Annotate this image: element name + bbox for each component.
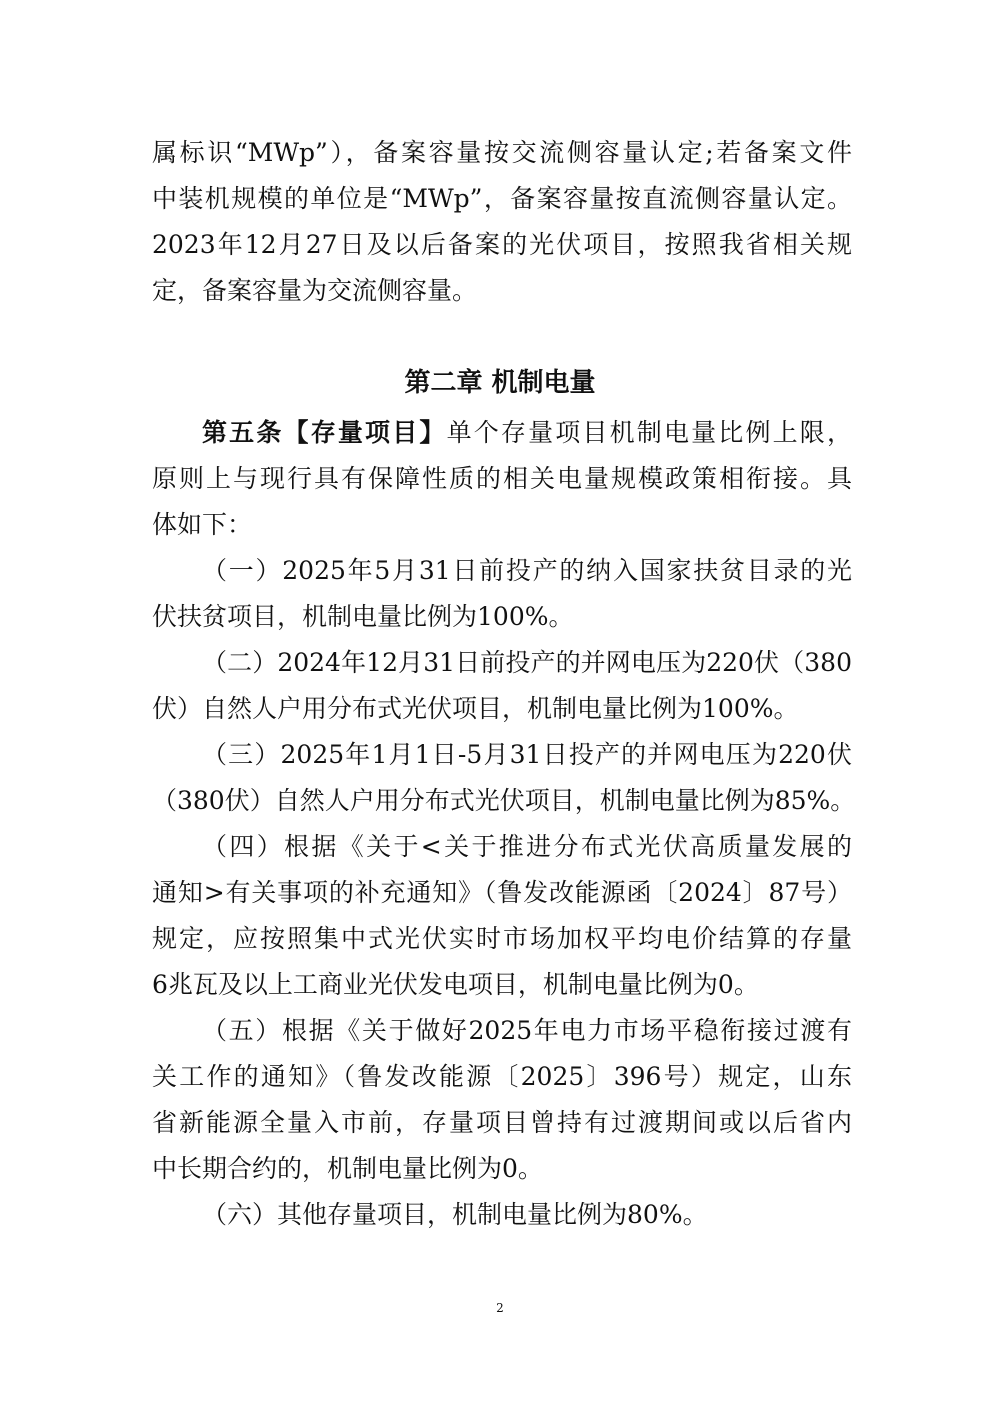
text-line: 关工作的通知》（鲁发改能源〔2025〕396号）规定，山东 (152, 1062, 852, 1091)
item-4 (152, 824, 852, 1008)
text-line: （380伏）自然人户用分布式光伏项目，机制电量比例为85%。 (152, 786, 856, 815)
text-line: 伏）自然人户用分布式光伏项目，机制电量比例为100%。 (152, 694, 799, 723)
intro-paragraph (152, 130, 852, 314)
article-label: 第五条【存量项目】 (202, 418, 447, 447)
text-line: 中装机规模的单位是“MWp”，备案容量按直流侧容量认定。 (152, 184, 852, 213)
text-line: 定，备案容量为交流侧容量。 (152, 276, 478, 305)
item-5 (152, 1008, 852, 1192)
text-line: 体如下： (152, 510, 253, 539)
item-2 (152, 640, 852, 732)
text-line: 6兆瓦及以上工商业光伏发电项目，机制电量比例为0。 (152, 970, 759, 999)
item-6 (152, 1192, 852, 1238)
text-line: 伏扶贫项目，机制电量比例为100%。 (152, 602, 574, 631)
article-5 (152, 410, 852, 548)
text-line: （六）其他存量项目，机制电量比例为80%。 (202, 1200, 708, 1229)
text-line: 通知>有关事项的补充通知》（鲁发改能源函〔2024〕87号） (152, 878, 852, 907)
text-line: （一）2025年5月31日前投产的纳入国家扶贫目录的光 (202, 556, 852, 585)
article-text: 单个存量项目机制电量比例上限， (446, 418, 852, 447)
text-line: （四）根据《关于<关于推进分布式光伏高质量发展的 (202, 832, 852, 861)
text-line: 2023年12月27日及以后备案的光伏项目，按照我省相关规 (152, 230, 852, 259)
text-line: （二）2024年12月31日前投产的并网电压为220伏（380 (202, 648, 852, 677)
item-1 (152, 548, 852, 640)
text-line: （三）2025年1月1日-5月31日投产的并网电压为220伏 (202, 740, 852, 769)
text-line: 属标识“MWp”），备案容量按交流侧容量认定;若备案文件 (152, 138, 852, 167)
text-line: 中长期合约的，机制电量比例为0。 (152, 1154, 543, 1183)
article-heading-line (152, 410, 852, 456)
text-line: 原则上与现行具有保障性质的相关电量规模政策相衔接。具 (152, 464, 852, 493)
chapter-title: 第二章 机制电量 (404, 368, 596, 398)
item-3 (152, 732, 856, 824)
page-number: 2 (496, 1301, 504, 1315)
text-line: 省新能源全量入市前，存量项目曾持有过渡期间或以后省内 (152, 1108, 852, 1137)
text-line: （五）根据《关于做好2025年电力市场平稳衔接过渡有 (202, 1016, 852, 1045)
text-line: 规定，应按照集中式光伏实时市场加权平均电价结算的存量 (152, 924, 852, 953)
